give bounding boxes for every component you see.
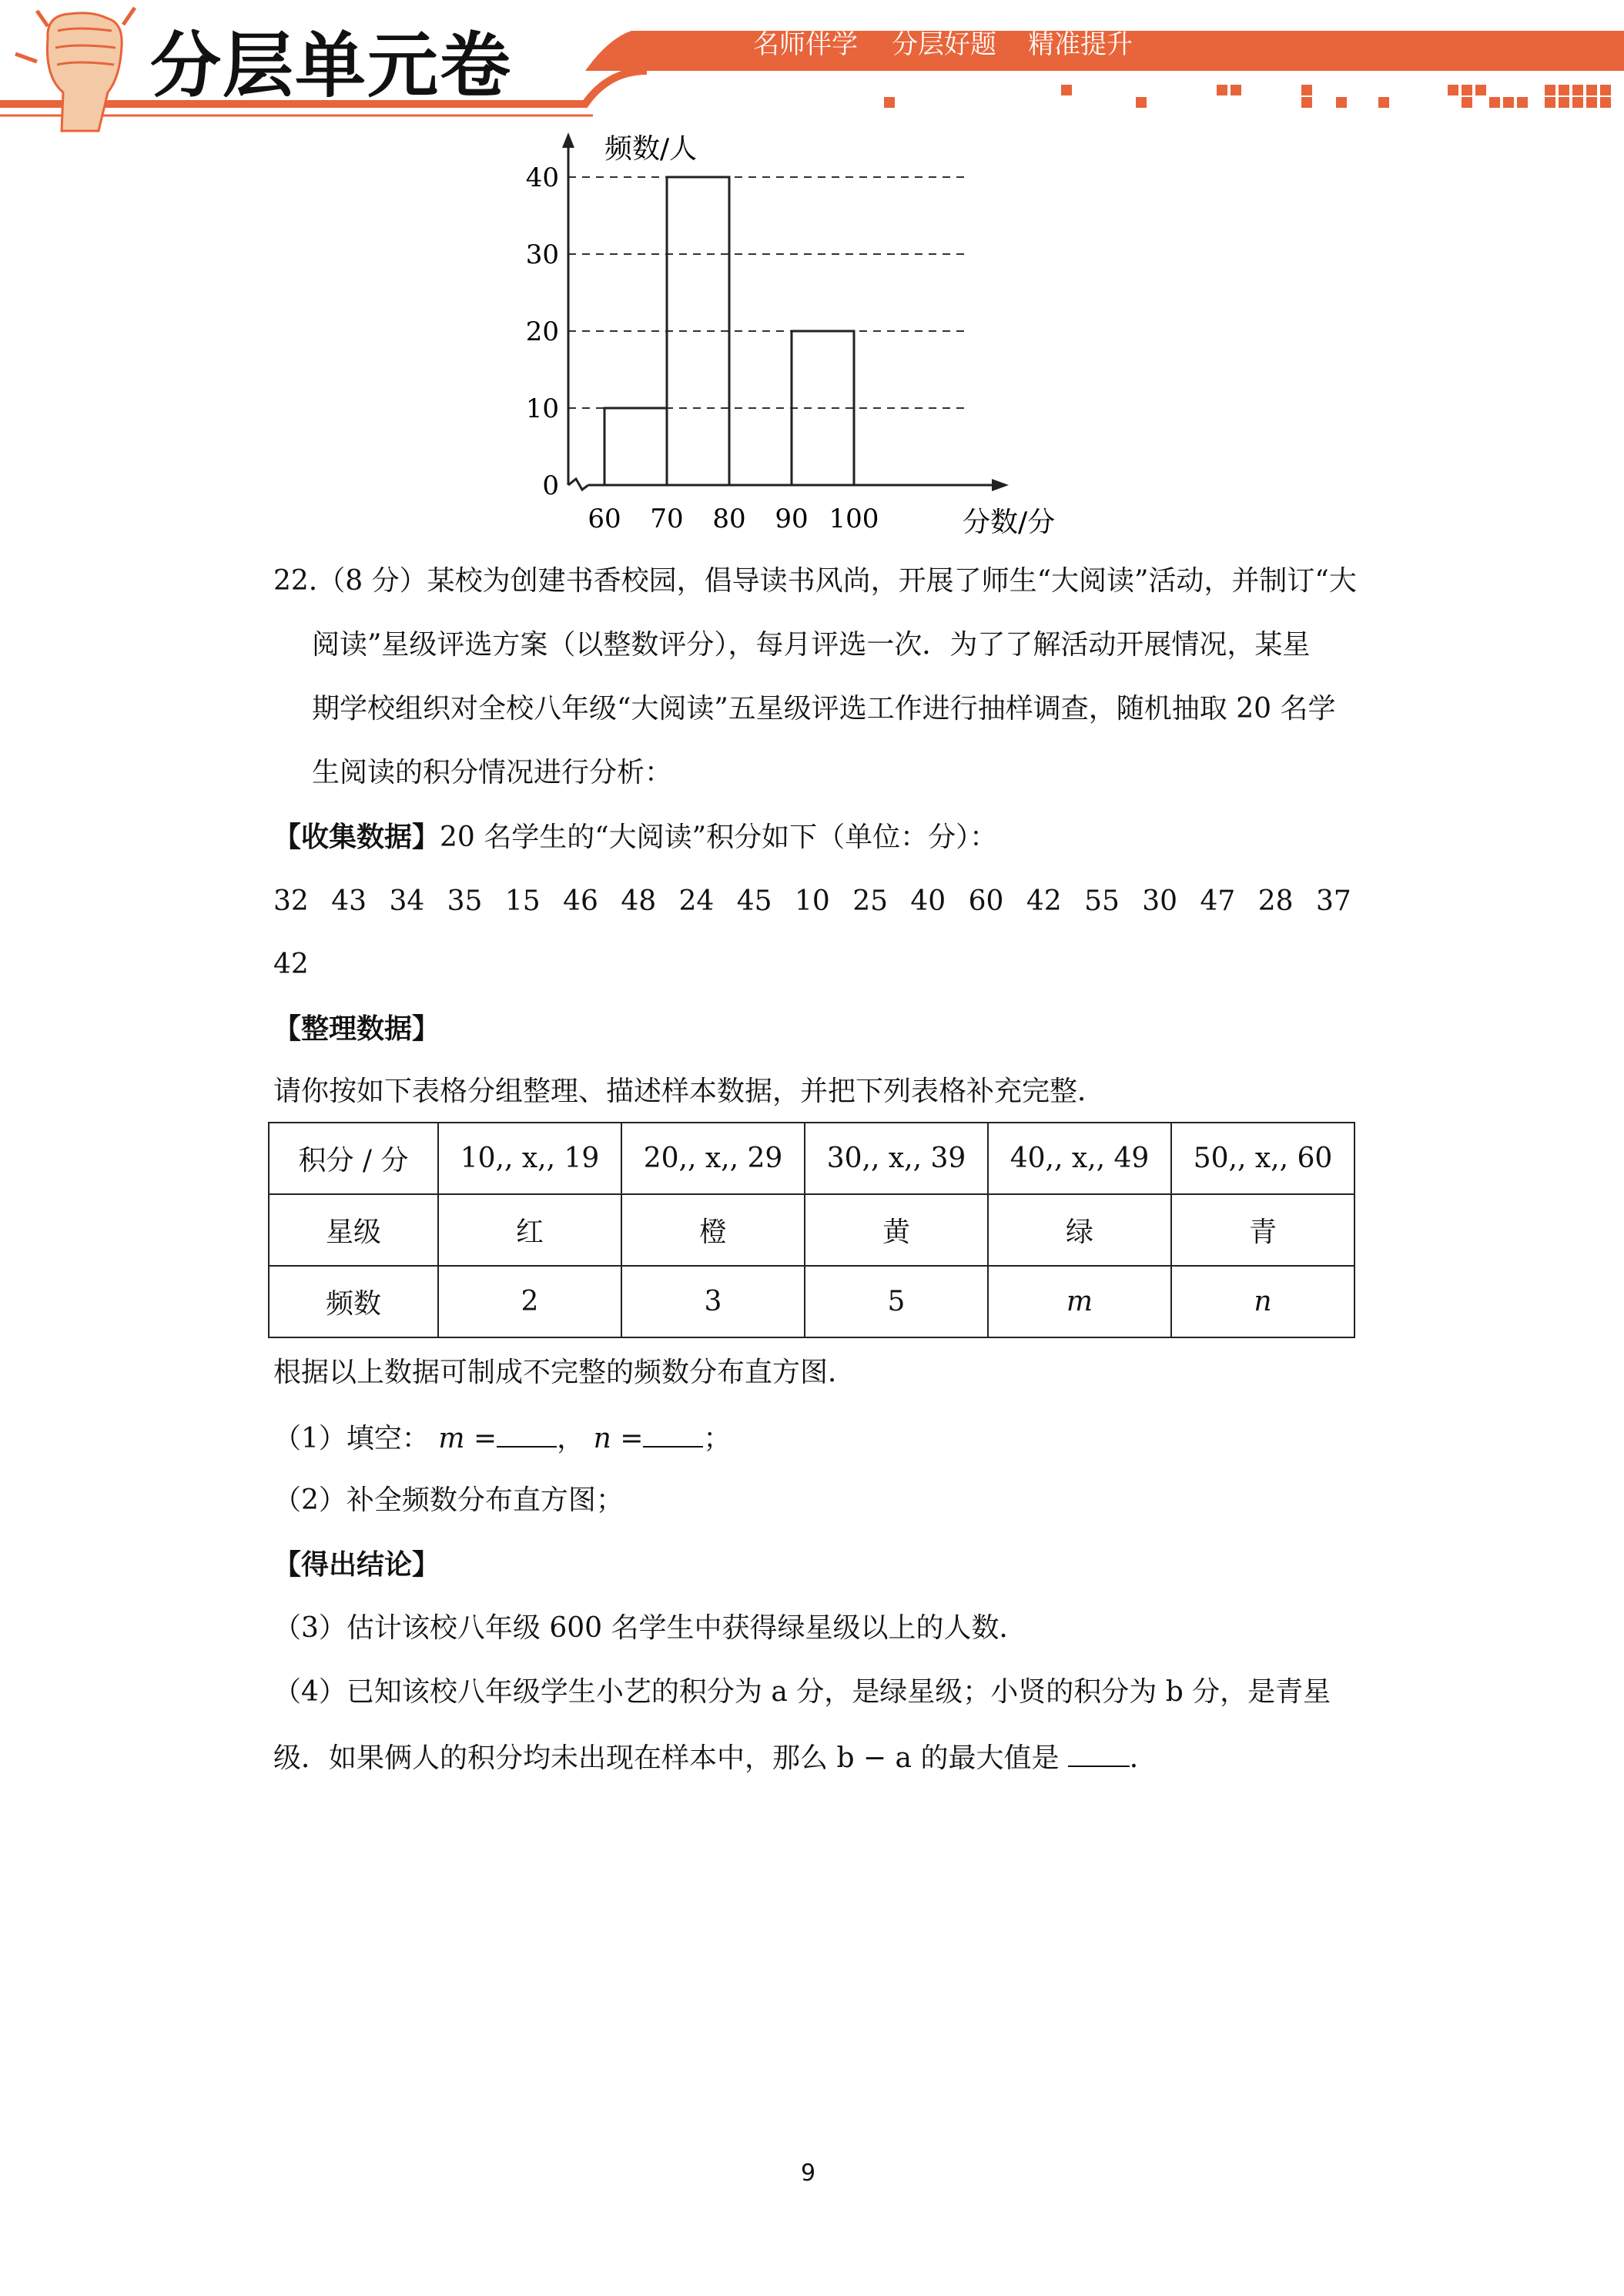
question-number: 22.（8 分）	[273, 565, 427, 597]
range-cell: 10,, x,, 19	[438, 1123, 621, 1194]
range-cell: 20,, x,, 29	[621, 1123, 805, 1194]
question-intro-line-4: 生阅读的积分情况进行分析：	[312, 757, 673, 788]
score-value: 60	[968, 885, 1004, 917]
score-value: 35	[447, 885, 483, 917]
fist-logo-icon	[15, 8, 135, 131]
freq-cell-n: n	[1171, 1266, 1354, 1337]
range-cell: 50,, x,, 60	[1171, 1123, 1354, 1194]
x-tick-label: 80	[712, 504, 746, 534]
y-axis-arrow-icon	[562, 132, 574, 148]
y-tick-label: 20	[525, 316, 559, 347]
score-value: 48	[621, 885, 657, 917]
question-3: （3）估计该校八年级 600 名学生中获得绿星级以上的人数．	[273, 1612, 1027, 1644]
answer-blank-m[interactable]	[497, 1423, 557, 1448]
x-tick-label: 90	[775, 504, 809, 534]
x-tick-label: 100	[829, 504, 879, 534]
score-value: 28	[1257, 885, 1294, 917]
answer-blank-max[interactable]	[1068, 1742, 1130, 1767]
freq-cell: 5	[805, 1266, 988, 1337]
star-cell: 青	[1171, 1194, 1354, 1266]
score-value: 24	[678, 885, 715, 917]
score-value: 37	[1315, 885, 1351, 917]
row-label: 频数	[269, 1266, 438, 1337]
score-value: 47	[1200, 885, 1236, 917]
x-tick-label: 70	[650, 504, 684, 534]
table-row	[269, 1266, 1354, 1337]
axis-break-icon	[568, 479, 588, 490]
score-value: 45	[736, 885, 772, 917]
range-cell: 40,, x,, 49	[988, 1123, 1171, 1194]
question-intro-line-1: 22.（8 分）某校为创建书香校园，倡导读书风尚，开展了师生“大阅读”活动，并制订“大	[273, 565, 1357, 597]
row-label: 积分 / 分	[269, 1123, 438, 1194]
organize-instruction: 请你按如下表格分组整理、描述样本数据，并把下列表格补充完整．	[273, 1076, 1106, 1107]
x-tick-label: 60	[588, 504, 621, 534]
slogan-3: 精准提升	[1028, 29, 1133, 60]
chart-y-ticks	[526, 162, 559, 501]
score-value: 32	[273, 885, 309, 917]
star-cell: 黄	[805, 1194, 988, 1266]
slogan-2: 分层好题	[892, 29, 996, 60]
after-table-text: 根据以上数据可制成不完整的频数分布直方图．	[273, 1357, 856, 1388]
score-value: 15	[504, 885, 541, 917]
score-value: 46	[563, 885, 598, 917]
chart-axes	[562, 132, 1009, 491]
score-value: 10	[794, 885, 830, 917]
collect-data-line: 【收集数据】20 名学生的“大阅读”积分如下（单位：分）：	[273, 821, 998, 853]
y-tick-label: 0	[542, 470, 559, 501]
y-tick-label: 30	[525, 239, 559, 270]
answer-blank-n[interactable]	[643, 1423, 703, 1448]
frequency-histogram	[525, 123, 1086, 554]
row-label: 星级	[269, 1194, 438, 1266]
table-row	[269, 1123, 1354, 1194]
y-tick-label: 10	[525, 393, 559, 424]
star-cell: 绿	[988, 1194, 1171, 1266]
chart-grid	[568, 177, 970, 408]
y-tick-label: 40	[525, 162, 559, 193]
chart-x-ticks	[588, 504, 879, 534]
score-list	[273, 885, 1351, 917]
star-cell: 红	[438, 1194, 621, 1266]
question-4-line-1: （4）已知该校八年级学生小艺的积分为 a 分，是绿星级；小贤的积分为 b 分，是青星	[273, 1676, 1331, 1708]
chart-x-label: 分数/分	[963, 507, 1056, 538]
histogram-bar	[604, 408, 667, 485]
freq-cell: 2	[438, 1266, 621, 1337]
score-value: 55	[1084, 885, 1120, 917]
score-value: 34	[389, 885, 425, 917]
question-2: （2）补全频数分布直方图；	[273, 1484, 624, 1516]
score-value: 40	[910, 885, 946, 917]
score-table	[268, 1122, 1355, 1338]
slogan-1: 名师伴学	[753, 29, 858, 60]
score-value: 25	[852, 885, 888, 917]
score-value: 30	[1142, 885, 1178, 917]
collect-heading: 【收集数据】	[273, 821, 440, 853]
score-value: 42	[1026, 885, 1062, 917]
table-row	[269, 1194, 1354, 1266]
question-intro-line-3: 期学校组织对全校八年级“大阅读”五星级评选工作进行抽样调查，随机抽取 20 名学	[312, 693, 1336, 725]
chart-y-label: 频数/人	[604, 133, 698, 165]
organize-heading: 【整理数据】	[273, 1012, 440, 1045]
decorative-squares	[884, 85, 1611, 108]
freq-cell-m: m	[988, 1266, 1171, 1337]
star-cell: 橙	[621, 1194, 805, 1266]
score-value: 43	[331, 885, 367, 917]
question-1: （1）填空： m = ， n = ；	[273, 1423, 732, 1454]
x-axis-arrow-icon	[992, 479, 1009, 491]
page-number: 9	[801, 2160, 816, 2187]
conclusion-heading: 【得出结论】	[273, 1548, 440, 1581]
score-last: 42	[273, 949, 309, 980]
question-intro-line-2: 阅读”星级评选方案（以整数评分），每月评选一次．为了了解活动开展情况，某星	[312, 629, 1311, 661]
range-cell: 30,, x,, 39	[805, 1123, 988, 1194]
freq-cell: 3	[621, 1266, 805, 1337]
brand-title: 分层单元卷	[150, 25, 513, 107]
question-4-line-2: 级．如果俩人的积分均未出现在样本中，那么 b − a 的最大值是 ．	[273, 1742, 1157, 1774]
